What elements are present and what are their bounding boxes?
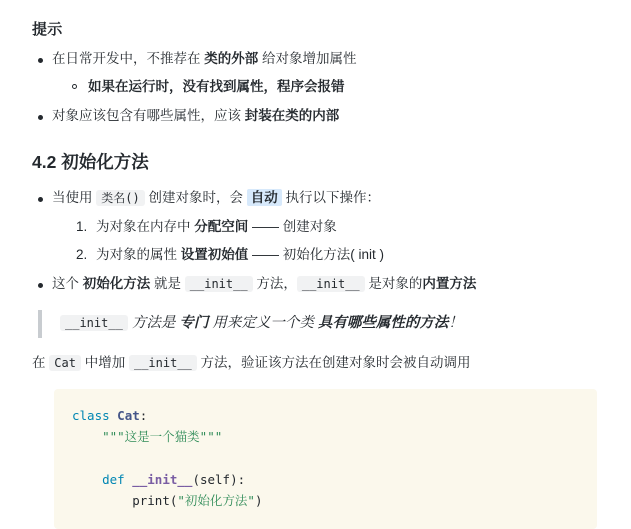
steps-list — [52, 217, 603, 266]
inline-code-cat: Cat — [49, 355, 81, 371]
quote-b: 用来定义一个类 — [208, 315, 318, 332]
tip-item-1-suffix: 给对象增加属性 — [258, 51, 357, 66]
quote-a: 方法是 — [127, 315, 180, 332]
code-paren-close: ) — [254, 493, 263, 509]
list-item — [32, 188, 603, 266]
list-item — [32, 49, 603, 98]
code-method-args: (self): — [192, 471, 246, 487]
blockquote — [38, 310, 603, 337]
quote-bold1: 专门 — [179, 315, 209, 332]
inline-code-classname: 类名() — [96, 190, 144, 206]
inline-code-init-1: __init__ — [185, 276, 253, 292]
list-item — [32, 274, 603, 295]
bullet2-c: 方法， — [252, 275, 297, 291]
paragraph-verify — [32, 352, 603, 374]
inline-code-init-2: __init__ — [297, 276, 365, 292]
para-a: 在 — [32, 354, 50, 370]
step-2-b: —— 初始化方法( init ) — [248, 246, 385, 262]
tip-sub-list — [52, 77, 603, 98]
inline-code-init-quote: __init__ — [60, 315, 128, 331]
code-colon: : — [139, 408, 148, 424]
bullet1-c: 执行以下操作： — [281, 189, 380, 205]
bullet1-b: 创建对象时，会 — [144, 189, 247, 205]
highlight-auto: 自动 — [247, 189, 282, 206]
para-b: 中增加 — [80, 354, 129, 370]
tip-item-2-prefix: 对象应该包含有哪些属性，应该 — [52, 107, 245, 123]
inline-code-init-3: __init__ — [129, 355, 197, 371]
tip-item-2-bold: 封装在类的内部 — [244, 107, 340, 123]
bullet2-d: 是对象的 — [364, 275, 423, 291]
code-keyword-def: def — [102, 471, 125, 487]
step-1-b: —— 创建对象 — [248, 218, 337, 234]
code-class-name: Cat — [117, 408, 140, 424]
step-1-a: 为对象在内存中 — [96, 218, 195, 234]
tip-list — [32, 49, 603, 127]
code-docstring: """这是一个猫类""" — [102, 429, 223, 445]
step-1-bold: 分配空间 — [194, 218, 249, 234]
section-list — [32, 188, 603, 295]
code-paren-open: ( — [169, 493, 178, 509]
code-method-name: __init__ — [132, 471, 193, 487]
section-title: 4.2 初始化方法 — [32, 151, 149, 172]
tip-heading: 提示 — [32, 21, 63, 38]
para-c: 方法，验证该方法在创建对象时会被自动调用 — [196, 354, 471, 370]
list-item — [52, 245, 603, 266]
tip-item-1-prefix: 在日常开发中，不推荐在 — [52, 51, 205, 66]
bullet2-bold1: 初始化方法 — [82, 275, 151, 291]
code-keyword-class: class — [72, 408, 110, 424]
bullet2-bold2: 内置方法 — [422, 275, 477, 291]
bullet2-a: 这个 — [52, 275, 83, 291]
list-item: 如果在运行时，没有找到属性，程序会报错 — [52, 77, 603, 98]
step-2-bold: 设置初始值 — [180, 246, 249, 262]
list-item — [52, 217, 603, 238]
bullet1-a: 当使用 — [52, 189, 97, 205]
code-block — [54, 389, 597, 529]
code-print-call: print — [132, 493, 170, 509]
step-2-a: 为对象的属性 — [96, 246, 181, 262]
code-print-string: "初始化方法" — [177, 493, 255, 509]
quote-bold2: 具有哪些属性的方法 — [317, 315, 449, 332]
quote-c: ！ — [448, 315, 463, 332]
list-item — [32, 106, 603, 127]
bullet2-b: 就是 — [150, 275, 185, 291]
tip-item-1-bold: 类的外部 — [204, 51, 259, 66]
